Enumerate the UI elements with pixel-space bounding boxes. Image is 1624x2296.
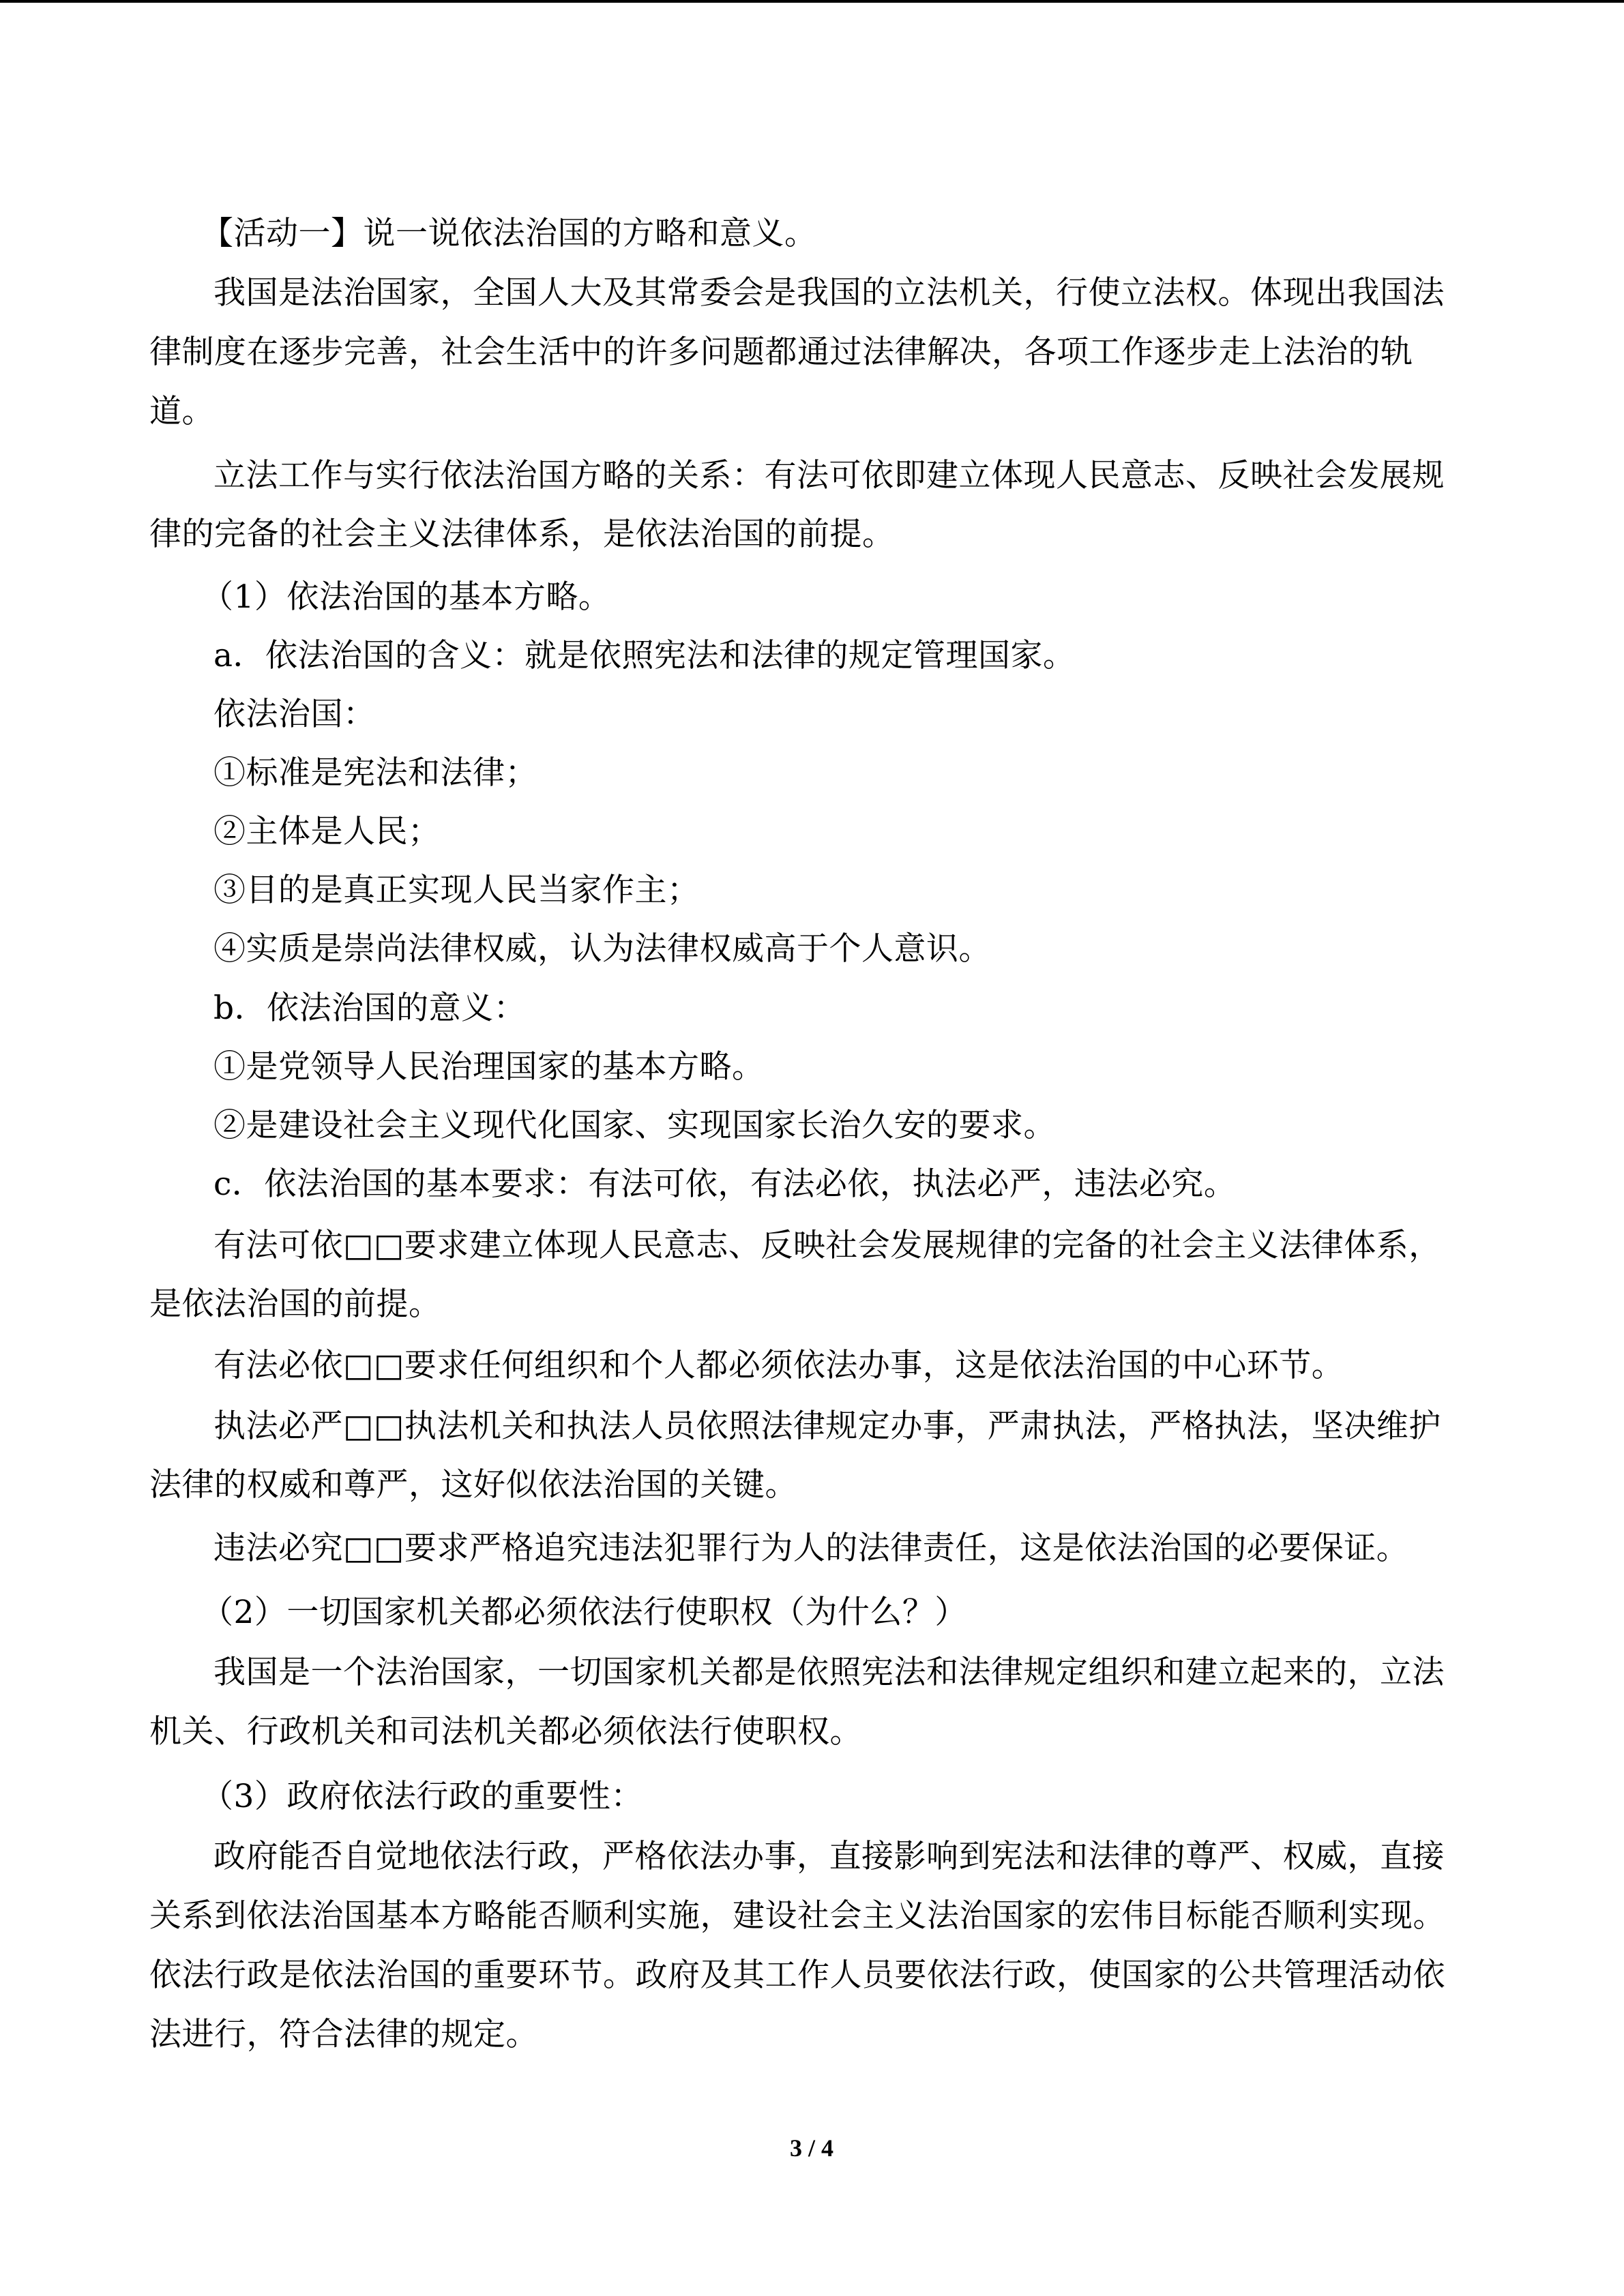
paragraph-line: 政府能否自觉地依法行政，严格依法办事，直接影响到宪法和法律的尊严、权威，直接 [213, 1838, 1445, 1875]
paragraph-line: 律制度在逐步完善，社会生活中的许多问题都通过法律解决，各项工作逐步走上法治的轨 [149, 333, 1413, 371]
paragraph-line: 法进行，符合法律的规定。 [149, 2016, 538, 2053]
page-number: 3 / 4 [789, 2134, 833, 2162]
paragraph-line: 法律的权威和尊严，这好似依法治国的关键。 [149, 1466, 797, 1504]
list-item: ②是建设社会主义现代化国家、实现国家长治久安的要求。 [213, 1107, 1056, 1144]
section-heading: （1）依法治国的基本方略。 [201, 578, 611, 616]
paragraph-line: 是依法治国的前提。 [149, 1285, 441, 1323]
paragraph-line: 我国是法治国家，全国人大及其常委会是我国的立法机关，行使立法权。体现出我国法 [213, 274, 1445, 312]
section-heading: （3）政府依法行政的重要性： [201, 1778, 643, 1815]
paragraph-line: 依法治国： [213, 696, 376, 733]
list-item: ①是党领导人民治理国家的基本方略。 [213, 1048, 765, 1086]
list-item: ②主体是人民； [213, 813, 441, 850]
paragraph-line: 我国是一个法治国家，一切国家机关都是依照宪法和法律规定组织和建立起来的，立法 [213, 1654, 1445, 1691]
paragraph-line: 有法可依□□要求建立体现人民意志、反映社会发展规律的完备的社会主义法律体系， [213, 1227, 1441, 1264]
list-item: ①标准是宪法和法律； [213, 754, 537, 792]
paragraph-line: 道。 [149, 393, 214, 430]
paragraph-line: 有法必依□□要求任何组织和个人都必须依法办事，这是依法治国的中心环节。 [213, 1347, 1344, 1384]
paragraph-line: 关系到依法治国基本方略能否顺利实施，建设社会主义法治国家的宏伟目标能否顺利实现。 [149, 1897, 1445, 1935]
paragraph-line: 执法必严□□执法机关和执法人员依照法律规定办事，严肃执法，严格执法，坚决维护 [213, 1407, 1441, 1445]
paragraph-line: a．依法治国的含义：就是依照宪法和法律的规定管理国家。 [213, 637, 1076, 674]
list-item: ③目的是真正实现人民当家作主； [213, 871, 700, 909]
paragraph-line: 立法工作与实行依法治国方略的关系：有法可依即建立体现人民意志、反映社会发展规 [213, 457, 1445, 494]
list-item: ④实质是崇尚法律权威，认为法律权威高于个人意识。 [213, 930, 991, 968]
paragraph-line: 律的完备的社会主义法律体系，是依法治国的前提。 [149, 516, 895, 553]
paragraph-line: b．依法治国的意义： [213, 989, 527, 1027]
paragraph-line: c．依法治国的基本要求：有法可依，有法必依，执法必严，违法必究。 [213, 1165, 1237, 1203]
activity-heading: 【活动一】说一说依法治国的方略和意义。 [201, 215, 817, 252]
paragraph-line: 违法必究□□要求严格追究违法犯罪行为人的法律责任，这是依法治国的必要保证。 [213, 1530, 1409, 1567]
paragraph-line: 依法行政是依法治国的重要环节。政府及其工作人员要依法行政，使国家的公共管理活动依 [149, 1956, 1445, 1994]
section-heading: （2）一切国家机关都必须依法行使职权（为什么？） [201, 1594, 967, 1631]
paragraph-line: 机关、行政机关和司法机关都必须依法行使职权。 [149, 1713, 862, 1750]
